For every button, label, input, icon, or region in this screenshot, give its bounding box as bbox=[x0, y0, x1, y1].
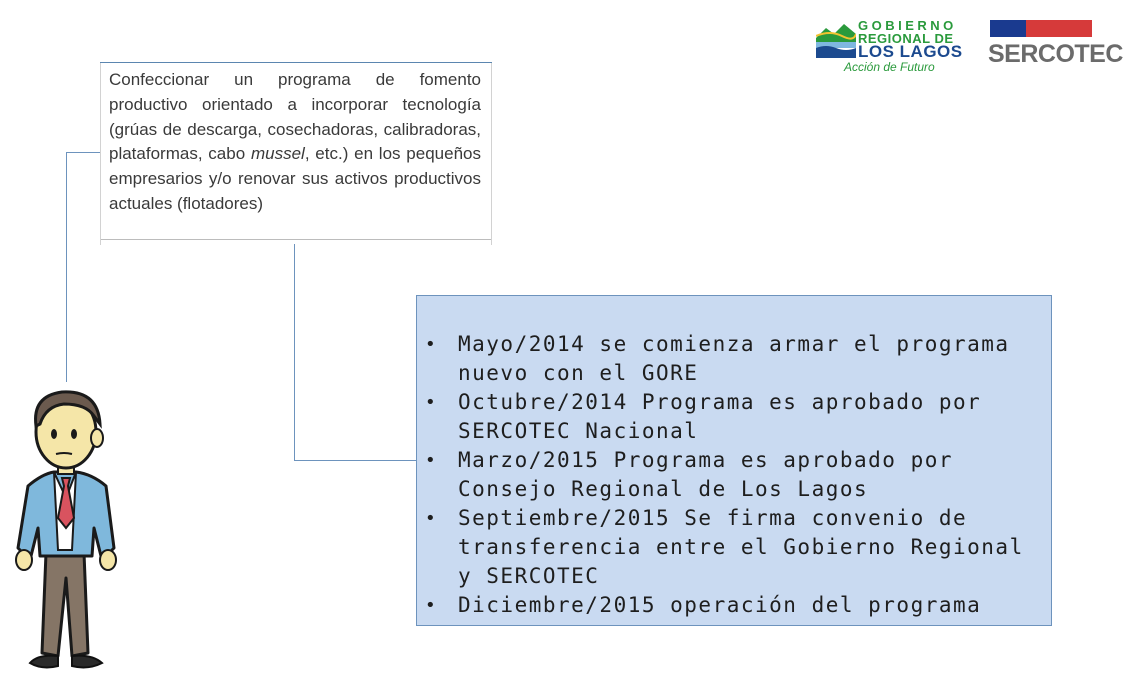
timeline-item-text: Octubre/2014 Programa es aprobado por SERCOTEC Nacional bbox=[458, 390, 982, 443]
objective-text-part2: , etc.) en los pequeños empresarios y/o renovar sus activos productivos actuales (flotadores) bbox=[109, 144, 481, 213]
timeline-item bbox=[425, 388, 1050, 446]
sercotec-flag-blue bbox=[990, 20, 1026, 37]
gore-mountain-icon bbox=[816, 20, 856, 60]
connector-horizontal-mid bbox=[294, 460, 416, 461]
sercotec-flag-red bbox=[1026, 20, 1092, 37]
bullet-icon: • bbox=[425, 392, 436, 413]
timeline-item-text: Septiembre/2015 Se firma convenio de transferencia entre el Gobierno Regional y SERCOTEC bbox=[458, 506, 1024, 588]
gore-logo-tagline: Acción de Futuro bbox=[844, 60, 935, 74]
gore-logo-line2: REGIONAL DE bbox=[858, 31, 954, 46]
bullet-icon: • bbox=[425, 595, 436, 616]
bullet-icon: • bbox=[425, 450, 436, 471]
timeline-item bbox=[425, 330, 1050, 388]
connector-vertical-mid bbox=[294, 244, 295, 460]
objective-text bbox=[109, 68, 481, 217]
timeline-box bbox=[416, 295, 1052, 626]
timeline-item bbox=[425, 591, 1050, 620]
gobierno-regional-logo bbox=[816, 18, 966, 80]
bullet-icon: • bbox=[425, 334, 436, 355]
connector-horizontal-left bbox=[66, 152, 100, 153]
timeline-item-text: Marzo/2015 Programa es aprobado por Consejo Regional de Los Lagos bbox=[458, 448, 954, 501]
businessman-illustration bbox=[2, 378, 132, 680]
objective-text-italic: mussel bbox=[250, 144, 305, 164]
connector-vertical-left bbox=[66, 152, 67, 382]
bullet-icon: • bbox=[425, 508, 436, 529]
timeline-list bbox=[425, 330, 1050, 620]
objective-text-part1: Confeccionar un programa de fomento productivo orientado a incorporar tecnología (grúas de descarga, cosechadoras, calibradoras, plataformas, cabo bbox=[109, 70, 481, 164]
timeline-item-text: Mayo/2014 se comienza armar el programa nuevo con el GORE bbox=[458, 332, 1010, 385]
gore-logo-line1: GOBIERNO bbox=[858, 18, 957, 33]
timeline-item bbox=[425, 504, 1050, 591]
timeline-item bbox=[425, 446, 1050, 504]
sercotec-logo bbox=[986, 18, 1123, 74]
timeline-item-text: Diciembre/2015 operación del programa bbox=[458, 593, 982, 617]
gore-logo-line3: LOS LAGOS bbox=[858, 42, 963, 61]
sercotec-logo-text: SERCOTEC bbox=[988, 40, 1123, 68]
objective-box bbox=[100, 62, 492, 240]
